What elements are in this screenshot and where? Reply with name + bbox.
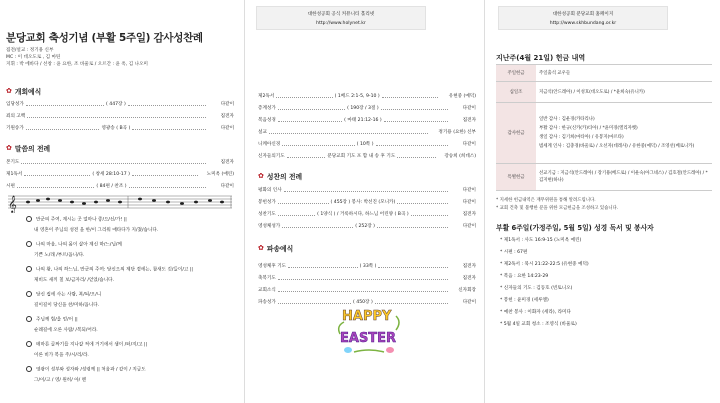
row-performer: 다같이	[462, 200, 476, 205]
row-performer: 집전자	[220, 160, 234, 165]
row-performer: 다같이	[462, 300, 477, 305]
row-name: 영성체성가	[258, 224, 281, 229]
psalm-verse: 그/이/고 / 영/ 원히/ 아/ 멘	[34, 378, 87, 383]
svg-text:𝄞: 𝄞	[8, 195, 17, 213]
column-order-of-service-1	[0, 0, 244, 403]
column-parish-news	[488, 0, 720, 403]
row-detail: ( 450장 )	[353, 300, 373, 305]
row-detail: 분당교회 기도 포 함 내 송 후 기도	[327, 154, 396, 159]
order-row	[258, 105, 476, 111]
row-performer: 다같이	[462, 106, 476, 111]
row-name: 제1독서	[6, 172, 23, 177]
row-name: 본기도	[6, 160, 20, 165]
offering-donors: 일반 감사 : 김운경(카타리나) 부활 감사 : 한규(신카(카)티아) / *윤미경(엘리자벳) 생일 감사 : 김기희(마티아) / 유봉지(마르타) 범세계 인사 : 김충경(바울로) / 오선자(데레사) / 유한중(예덕) / 조영선(베로니카)	[536, 103, 712, 164]
row-performer: 다같이	[462, 224, 477, 229]
row-name: 입당성가	[6, 102, 24, 107]
list-item: * 복음 : 요한 14:23-29	[500, 274, 549, 279]
psalm-verse: 영광이 성부와 성자와 /성령께 || 처음과 / 같이 / 지금도	[26, 366, 146, 374]
row-name: 죄의 고백	[6, 114, 26, 119]
list-item: * 신자들의 기도 : 김동호 (빈토니오)	[500, 286, 573, 291]
list-item: * 시편 : 67편	[500, 250, 528, 255]
row-performer: 집전자	[220, 114, 234, 119]
row-performer: 다같이	[220, 102, 235, 107]
order-row	[6, 183, 234, 189]
row-performer: 집전자	[462, 118, 477, 123]
psalm-verse: 나의 마음, 나의 몸이 살아 계신 하/느/님/께	[26, 241, 122, 249]
verse-circle-icon	[26, 366, 32, 372]
row-name: 파송성가	[258, 300, 276, 305]
section-opening-label: 개회예식	[14, 88, 42, 96]
parish-banner-title: 대한성공회 분당교회 홈페이지	[552, 12, 614, 17]
order-row	[6, 125, 234, 131]
verse-circle-icon	[26, 291, 32, 297]
section-eucharist-label: 성찬의 전례	[266, 173, 303, 181]
row-detail: 영광송 ( B곡 )	[101, 126, 131, 131]
row-detail: ( 33쪽 )	[359, 264, 377, 269]
offering-type: 감사헌금	[496, 103, 536, 164]
musicians-line: 지휘 : 박 에바다 / 선창 : 윤 요한, 조 바울로 / 오르간 : 윤 옥, 김 나오미	[6, 62, 148, 67]
offering-note: * 교회 건축 및 불행한 분을 위한 모금헌금을 조성하고 있습니다.	[496, 206, 619, 211]
flower-icon: ✿	[258, 172, 264, 180]
offering-note: * 지세한 헌금내역은 재무위원을 통해 알려드립니다.	[496, 198, 596, 203]
column-order-of-service-2	[246, 0, 482, 403]
psalm-verse: 만군의 주여, 계시는 곳 얼마나 좋/으/신/가! ||	[26, 216, 127, 224]
row-performer: 다같이	[462, 188, 476, 193]
row-detail: ( 190장 / 3절 )	[347, 106, 379, 111]
service-title: 분당교회 축성기념 (부활 5주일) 감사성찬례	[6, 32, 203, 44]
order-row	[258, 223, 476, 229]
row-performer: 정기용 (요한) 신부	[438, 130, 476, 135]
psalm-verse: 메마른 골짜기를 지나갈 적에 거기에서 샘이 /터/지/고 ||	[26, 341, 147, 349]
verse-circle-icon	[26, 341, 32, 347]
table-row	[496, 103, 712, 164]
row-detail: ( 1베드 2:1-5, 9-10 )	[334, 94, 380, 99]
row-performer: 노미옥 (애린)	[206, 172, 234, 177]
row-name: 봉헌성가	[258, 200, 276, 205]
row-name: 니케아신경	[258, 142, 281, 147]
row-name: 기원송가	[6, 126, 24, 131]
psalm-music-staff	[8, 191, 232, 213]
section-word-label: 말씀의 전례	[14, 145, 51, 153]
order-row	[258, 141, 476, 147]
section-eucharist	[258, 171, 302, 181]
table-row	[496, 65, 712, 82]
verse-circle-icon	[26, 216, 32, 222]
parish-homepage-banner[interactable]	[498, 6, 668, 30]
list-item: * 제1독서 : 사도 16:9-15 (노미옥 예린)	[500, 238, 582, 243]
row-performer: 집전자	[462, 276, 476, 281]
row-name: 영성체후 기도	[258, 264, 287, 269]
list-item: * 봉헌 : 윤미경 (세루엘)	[500, 298, 549, 303]
flower-icon: ✿	[258, 244, 264, 252]
next-sunday-heading: 부활 6주일(가정주일, 5월 5일) 성경 독서 및 봉사자	[496, 224, 654, 232]
row-performer: 강승희 (희데스)	[444, 154, 476, 159]
order-row	[258, 287, 476, 293]
psalm-verse: 제비도 새끼 칠 보/금자리/ /얻었/습니다.	[34, 278, 115, 283]
row-performer: 집전자	[462, 264, 477, 269]
order-row	[6, 101, 234, 107]
row-detail: ( 창세 28:10-17 )	[92, 172, 130, 177]
parish-homepage-link[interactable]: http://www.skhbundang.or.kr	[549, 21, 617, 26]
row-name: 층계성가	[258, 106, 276, 111]
row-detail: ( 84편 / 찬조 )	[96, 184, 127, 189]
offering-donors: 지금석(안드레아) / 이성호(데오도로) / *윤희숙(유니카)	[536, 82, 712, 103]
row-detail: ( 455장 ) 봉사: 박선진 (모니카)	[330, 200, 396, 205]
offering-donors: 선교기금 : 지금석(안드레아) / 장기용(베드로) / 이운숙(아그네스) / 김호철(안드레아) / *김지현(하나)	[536, 164, 712, 191]
order-row	[258, 129, 476, 135]
row-name: 제2독서	[258, 94, 275, 99]
row-detail: ( 마태 21:12-16 )	[344, 118, 382, 123]
order-row	[6, 113, 234, 119]
offering-donors: 주일출석 교우들	[536, 65, 712, 82]
verse-circle-icon	[26, 241, 32, 247]
row-performer: 유현중 (예덕)	[448, 94, 476, 99]
row-name: 평화의 인사	[258, 188, 282, 193]
offering-type: 십일조	[496, 82, 536, 103]
order-row	[258, 153, 476, 159]
verse-circle-icon	[26, 266, 32, 272]
order-row	[258, 93, 476, 99]
row-detail: ( 1양식 ) / 거룩하시다, 하느님 어린양 ( B곡 )	[317, 212, 409, 217]
row-performer: 다같이	[220, 184, 234, 189]
row-detail: ( 447장 )	[106, 102, 126, 107]
list-item: * 예찬 봉사 : 이화자 (세라), 라미다	[500, 310, 571, 315]
order-row	[258, 117, 476, 123]
row-name: 복음성경	[258, 118, 276, 123]
list-item: * 5월 4일 교회 청소 : 조영식 (바울로)	[500, 322, 577, 327]
holynet-link[interactable]: http://www.holynet.kr	[316, 21, 366, 26]
row-name: 설교	[258, 130, 267, 135]
order-row	[6, 171, 234, 177]
row-name: 교회소식	[258, 288, 276, 293]
offering-type: 특별헌금	[496, 164, 536, 191]
psalm-verse: 기쁜 노/래 /부르/옵니/다.	[34, 253, 85, 258]
happy-easter-illustration	[334, 296, 404, 356]
row-performer: 다같이	[462, 142, 476, 147]
holynet-banner[interactable]	[256, 6, 426, 30]
row-name: 성찬기도	[258, 212, 276, 217]
order-row	[258, 263, 476, 269]
row-name: 축복기도	[258, 276, 276, 281]
offering-type: 주일헌금	[496, 65, 536, 82]
order-row	[258, 199, 476, 205]
flower-icon: ✿	[6, 144, 12, 152]
section-opening	[6, 86, 41, 96]
row-detail: ( 252장 )	[355, 224, 375, 229]
offering-table	[496, 64, 712, 191]
svg-text:EASTER: EASTER	[340, 331, 397, 346]
row-name: 시편	[6, 184, 15, 189]
svg-text:HAPPY: HAPPY	[342, 309, 392, 324]
order-row	[258, 211, 476, 217]
section-dismissal	[258, 243, 293, 253]
section-word	[6, 143, 50, 153]
psalm-verse: 이른 비가 복을 주/시/리/라.	[34, 353, 89, 358]
holynet-banner-title: 대한성공회 공식 커뮤니티 홀리넷	[307, 12, 375, 17]
offering-heading: 지난주(4월 21일) 헌금 내역	[496, 54, 586, 62]
row-performer: 신자회장	[458, 288, 476, 293]
section-dismissal-label: 파송예식	[266, 245, 294, 253]
psalm-verse: 내 영혼이 주님의 성전 을 한/이 그리워 애타다가 지/쳤/습니다.	[34, 228, 159, 233]
order-row	[258, 275, 476, 281]
flower-icon: ✿	[6, 87, 12, 95]
row-performer: 다같이	[220, 126, 235, 131]
psalm-verse: 길이길이 당신을 찬/미하/옵니다.	[34, 303, 100, 308]
psalm-verse: 당신 집에 사는 사람, 복/되/오/니	[26, 291, 101, 299]
table-row	[496, 164, 712, 191]
row-detail: ( 10쪽 )	[356, 142, 374, 147]
mc-line: MC : 이 데오도로 , 김 마틴	[6, 55, 61, 60]
psalm-verse: 순례길에 오른 사람/ /복되/어라.	[34, 328, 98, 333]
order-row	[6, 159, 234, 165]
order-row	[258, 187, 476, 193]
verse-circle-icon	[26, 316, 32, 322]
psalm-verse: 주님께 힘/을 얻/어 ||	[26, 316, 78, 324]
row-name: 신자들의기도	[258, 154, 285, 159]
psalm-verse: 나의 왕, 나의 하느님, 만군의 주여: 당신으의 제단 곁에는, 참새도 깃/들이/고 ||	[26, 266, 193, 274]
list-item: * 제2독서 : 묵시 21:22-22:5 (유현중 예덕)	[500, 262, 589, 267]
table-row	[496, 82, 712, 103]
row-performer: 집전자	[462, 212, 477, 217]
celebrant-line: 집전/설교 : 정기용 신부	[6, 48, 54, 53]
